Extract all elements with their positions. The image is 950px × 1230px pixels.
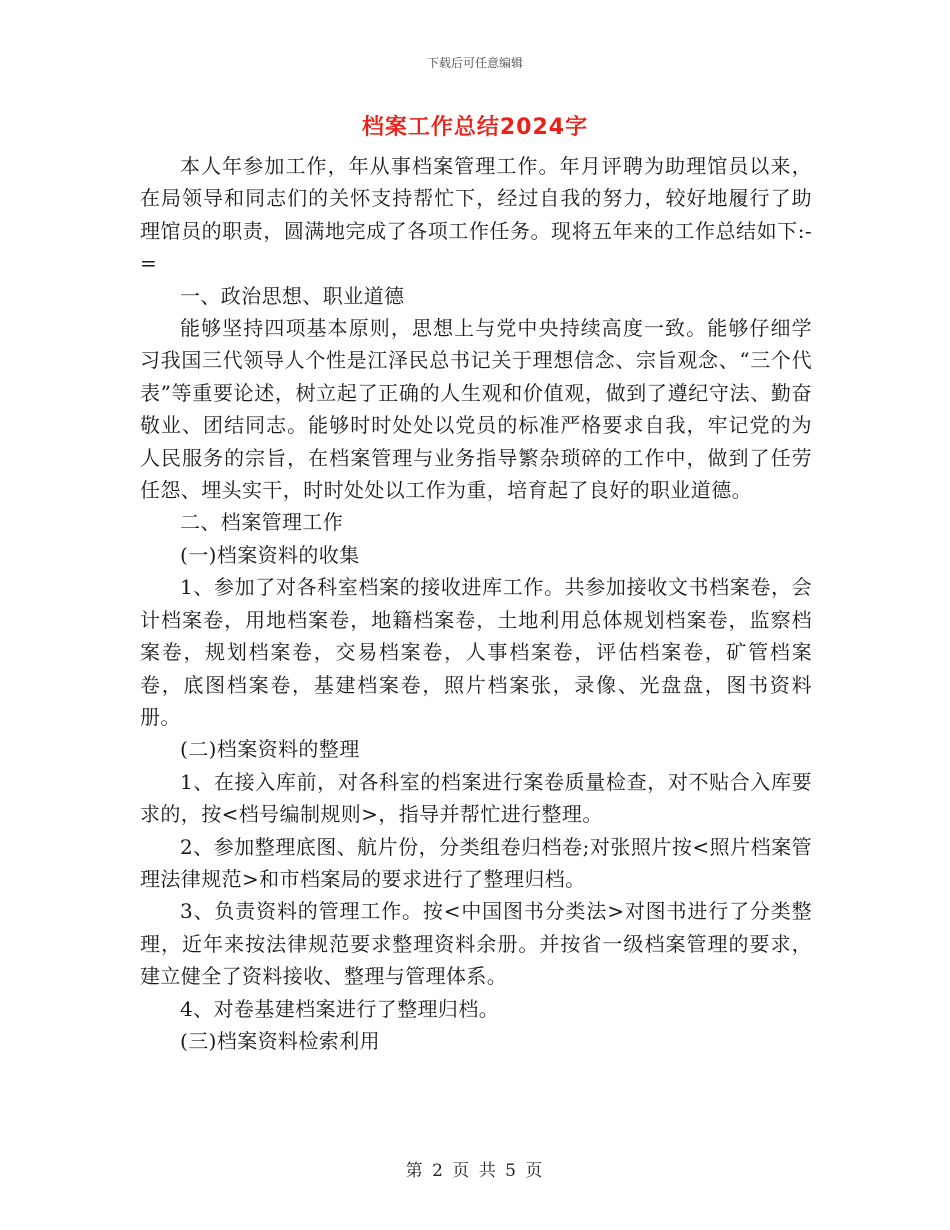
subheading-organization: (二)档案资料的整理 [180, 737, 360, 762]
section-heading-1: 一、政治思想、职业道德 [180, 283, 405, 308]
paragraph-organization-1: 1、在接入库前，对各科室的档案进行案卷质量检查，对不贴合入库要求的，按<档号编制规则>，指导并帮忙进行整理。 [140, 769, 812, 827]
paragraph-ethics: 能够坚持四项基本原则，思想上与党中央持续高度一致。能够仔细学习我国三代领导人个性是江泽民总书记关于理想信念、宗旨观念、“三个代表”等重要论述，树立起了正确的人生观和价值观，做到了遵纪守法、勤奋敬业、团结同志。能够时时处处以党员的标准严格要求自我，牢记党的为人民服务的宗旨，在档案管理与业务指导繁杂琐碎的工作中，做到了任劳任怨、埋头实干，时时处处以工作为重，培育起了良好的职业道德。 [140, 316, 812, 503]
paragraph-organization-2: 2、参加整理底图、航片份，分类组卷归档卷;对张照片按<照片档案管理法律规范>和市档案局的要求进行了整理归档。 [140, 834, 812, 891]
paragraph-collection-1: 1、参加了对各科室档案的接收进库工作。共参加接收文书档案卷，会计档案卷，用地档案卷，地籍档案卷，土地利用总体规划档案卷，监察档案卷，规划档案卷，交易档案卷，人事档案卷，评估档案卷，矿管档案卷，底图档案卷，基建档案卷，照片档案张，录像、光盘盘，图书资料册。 [140, 575, 812, 729]
subheading-collection: (一)档案资料的收集 [180, 542, 360, 567]
document-body [140, 150, 812, 1057]
header-note: 下载后可任意编辑 [426, 56, 523, 70]
subheading-retrieval: (三)档案资料检索利用 [180, 1028, 381, 1053]
document-title: 档案工作总结2024字 [361, 115, 589, 140]
paragraph-organization-4: 4、对卷基建档案进行了整理归档。 [180, 996, 500, 1021]
paragraph-organization-3: 3、负责资料的管理工作。按<中国图书分类法>对图书进行了分类整理，近年来按法律规范要求整理资料余册。并按省一级档案管理的要求，建立健全了资料接收、整理与管理体系。 [140, 899, 812, 989]
page-footer: 第 2 页 共 5 页 [405, 1161, 545, 1181]
paragraph-intro: 本人年参加工作，年从事档案管理工作。年月评聘为助理馆员以来，在局领导和同志们的关怀支持帮忙下，经过自我的努力，较好地履行了助理馆员的职责，圆满地完成了各项工作任务。现将五年来的工作总结如下:-= [140, 154, 812, 276]
section-heading-2: 二、档案管理工作 [180, 510, 344, 535]
